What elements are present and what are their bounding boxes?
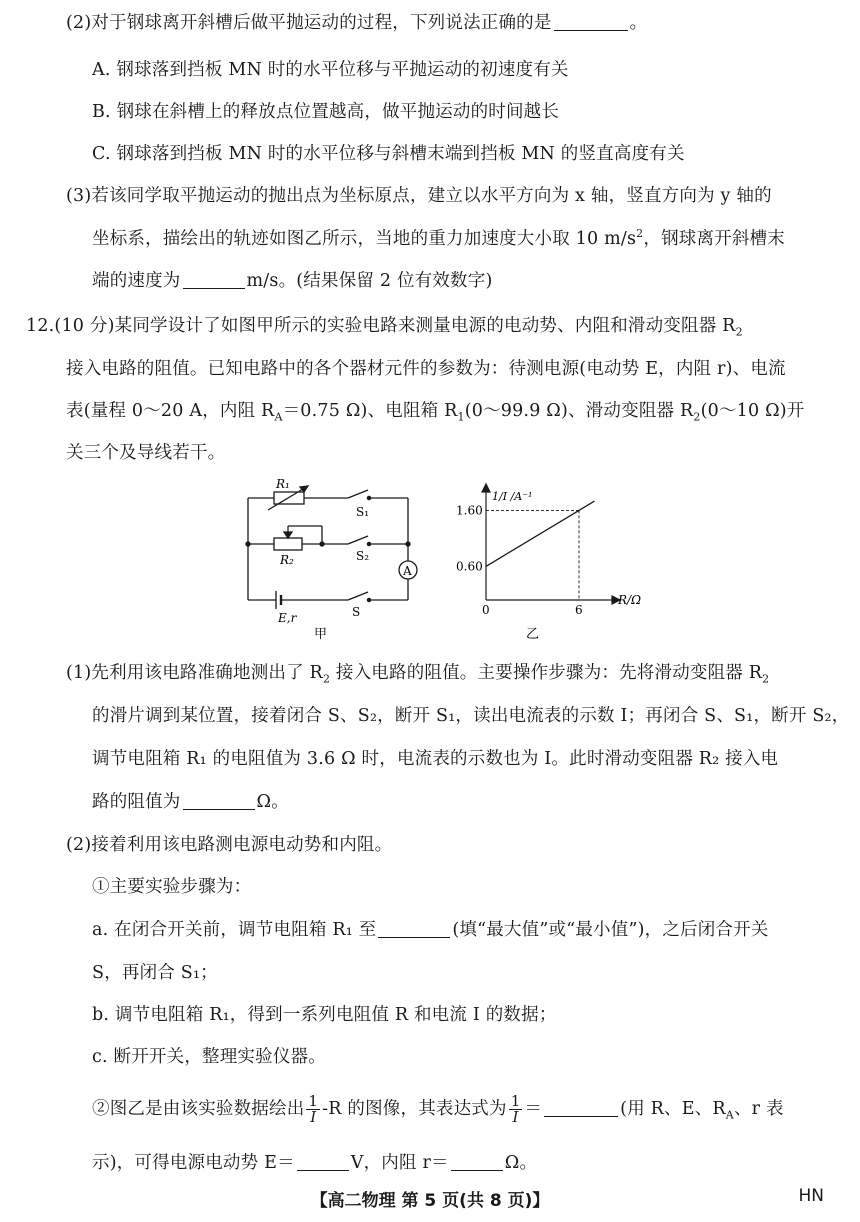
label-s2: S₂	[356, 549, 370, 563]
answer-blank[interactable]	[554, 12, 628, 31]
answer-blank[interactable]	[544, 1098, 618, 1117]
q12-line2: 接入电路的阻值。已知电路中的各个器材元件的参数为：待测电源(电动势 E，内阻 r)、电流	[66, 359, 786, 379]
q11-part3-line2: 坐标系，描绘出的轨迹如图乙所示，当地的重力加速度大小取 10 $m/s^2$，钢球离开斜槽末	[92, 227, 785, 249]
q12-part2-line1: (2)接着利用该电路测电源电动势和内阻。	[66, 835, 393, 855]
x-tick-label: 0	[482, 603, 490, 617]
step-c: c. 断开开关，整理实验仪器。	[92, 1047, 326, 1067]
q12-line4: 关三个及导线若干。	[66, 443, 226, 463]
y-axis-label: 1/I /A⁻¹	[492, 490, 533, 503]
q12-part2-steps-title: ①主要实验步骤为：	[92, 877, 252, 897]
answer-blank[interactable]	[297, 1152, 349, 1171]
option-c: C. 钢球落到挡板 MN 时的水平位移与斜槽末端到挡板 MN 的竖直高度有关	[92, 144, 685, 164]
footer-page-info: 【高二物理 第 5 页(共 8 页)】	[310, 1191, 550, 1211]
option-a: A. 钢球落到挡板 MN 时的水平位移与平抛运动的初速度有关	[92, 60, 569, 80]
step-d-line1: ②图乙是由该实验数据绘出 $\frac{1}{I}$ -R 的图像，其表达式为 $\frac{1}{I}$ ＝ (用 R、E、$R_A$、r 表	[92, 1092, 784, 1126]
q12-part1-line2: 的滑片调到某位置，接着闭合 S、S₂，断开 S₁，读出电流表的示数 I；再闭合 S、S₁，断开 S₂，	[92, 706, 850, 726]
q11-part3-line1: (3)若该同学取平抛运动的抛出点为坐标原点，建立以水平方向为 x 轴，竖直方向为 y 轴的	[66, 186, 772, 206]
data-line	[486, 501, 595, 566]
step-b: b. 调节电阻箱 R₁，得到一系列电阻值 R 和电流 I 的数据；	[92, 1005, 557, 1025]
caption-yi: 乙	[526, 627, 540, 642]
q11-part2-stem: (2)对于钢球离开斜槽后做平抛运动的过程，下列说法正确的是 。	[66, 13, 648, 33]
graph-yi	[452, 474, 652, 644]
page-footer	[0, 1186, 860, 1214]
q11-part3-line3: 端的速度为 m/s。(结果保留 2 位有效数字)	[92, 271, 493, 291]
q12-part1-line1: (1)先利用该电路准确地测出了 $R_2$ 接入电路的阻值。主要操作步骤为：先将滑动变阻器 $R_2$	[66, 663, 770, 686]
caption-jia: 甲	[314, 627, 328, 642]
x-axis-label: R/Ω	[618, 593, 642, 607]
q12-part1-line3: 调节电阻箱 R₁ 的电阻值为 3.6 Ω 时，电流表的示数也为 I。此时滑动变阻器 R₂ 接入电	[92, 749, 779, 769]
ammeter-icon: A	[403, 564, 412, 578]
footer-code: HN	[798, 1186, 824, 1206]
fraction-1-over-i: $\frac{1}{I}$	[510, 1092, 521, 1126]
option-b: B. 钢球在斜槽上的释放点位置越高，做平抛运动的时间越长	[92, 102, 560, 122]
x-tick-label: 6	[575, 603, 583, 617]
q12-line1: 12.(10 分)某同学设计了如图甲所示的实验电路来测量电源的电动势、内阻和滑动变阻器 $R_2$	[26, 316, 743, 339]
label-r2: R₂	[280, 553, 294, 567]
q12-line3: 表(量程 0～20 A，内阻 $R_A=0.75$ Ω)、电阻箱 $R_1(0\sim 99.9$ Ω)、滑动变阻器 $R_2(0\sim 10$ Ω)开	[66, 401, 805, 424]
label-s1: S₁	[356, 505, 370, 519]
step-a-line2: S，再闭合 S₁；	[92, 963, 218, 983]
y-tick-label: 0.60	[456, 559, 483, 574]
circuit-diagram	[236, 474, 436, 644]
label-source: E,r	[278, 611, 297, 625]
fraction-1-over-i: $\frac{1}{I}$	[308, 1092, 319, 1126]
q12-part1-line4: 路的阻值为 Ω。	[92, 792, 289, 812]
answer-blank[interactable]	[183, 270, 245, 289]
step-a-line1: a. 在闭合开关前，调节电阻箱 R₁ 至 (填“最大值”或“最小值”)，之后闭合开关	[92, 920, 769, 940]
y-tick-label: 1.60	[456, 503, 483, 518]
answer-blank[interactable]	[183, 791, 255, 810]
answer-blank[interactable]	[451, 1152, 503, 1171]
label-s: S	[352, 605, 361, 619]
answer-blank[interactable]	[378, 919, 450, 938]
step-d-line2: 示)，可得电源电动势 E＝ V，内阻 r＝ Ω。	[92, 1153, 538, 1173]
label-r1: R₁	[276, 477, 290, 491]
